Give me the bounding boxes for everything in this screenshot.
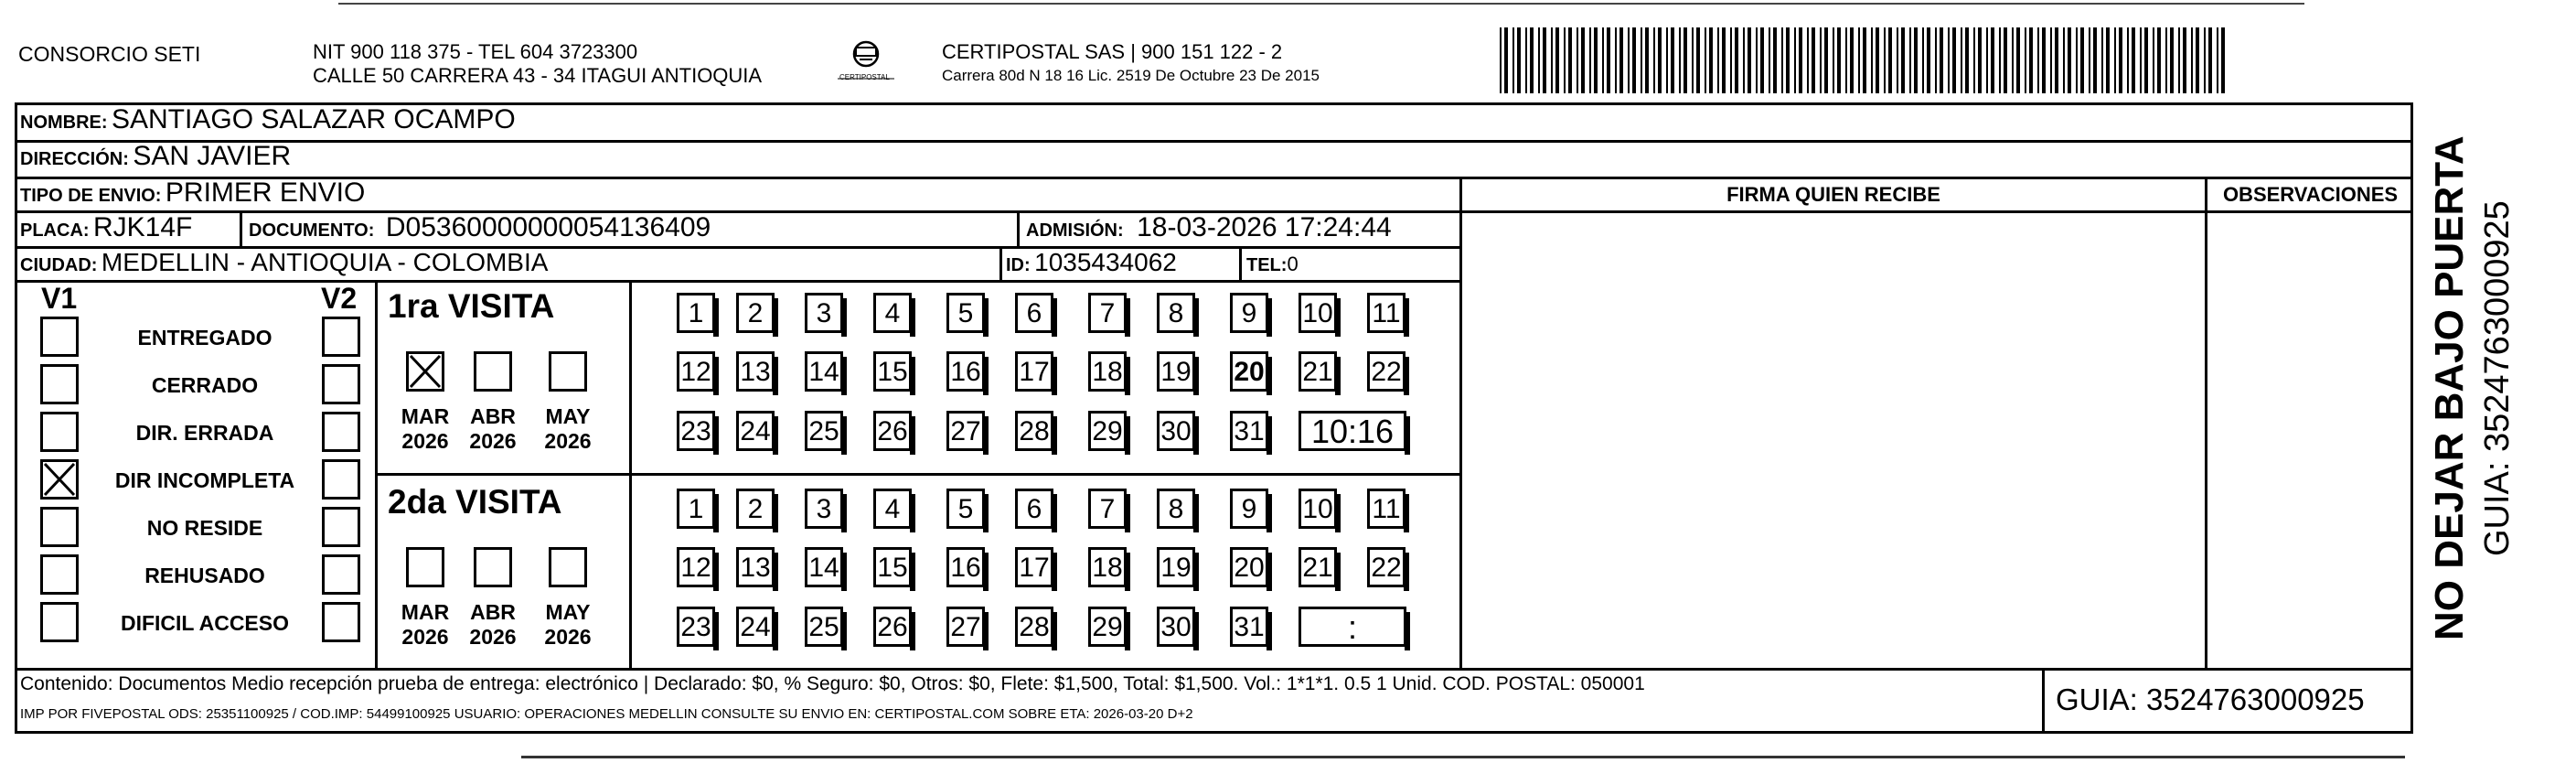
status-v1-checkbox[interactable] xyxy=(40,364,79,404)
barcode-bar xyxy=(1922,27,1924,93)
barcode-bar xyxy=(1909,27,1911,93)
admision-label: ADMISIÓN: xyxy=(1026,220,1124,241)
barcode-bar xyxy=(1914,27,1918,93)
visita2-month-label xyxy=(461,600,525,650)
v1-label: V1 xyxy=(41,282,78,315)
tipo-value: PRIMER ENVIO xyxy=(165,177,366,208)
barcode-bar xyxy=(1824,27,1828,93)
visita2-day-box[interactable]: 2 xyxy=(736,489,775,529)
tipo-label: TIPO DE ENVIO: xyxy=(20,186,162,206)
visita2-day-box[interactable]: 13 xyxy=(736,547,775,587)
barcode-bar xyxy=(2076,27,2078,93)
barcode-bar xyxy=(1683,27,1687,93)
barcode-bar xyxy=(1833,27,1834,93)
barcode-bar xyxy=(1876,27,1879,93)
row-line xyxy=(15,140,2413,143)
barcode-bar xyxy=(1901,27,1905,93)
barcode-bar xyxy=(1730,27,1732,93)
barcode-bar xyxy=(1850,27,1854,93)
logo-text: CERTIPOSTAL xyxy=(839,73,890,81)
row-line xyxy=(15,177,2413,179)
firma-left-divider xyxy=(1459,177,1462,671)
bottom-rule xyxy=(521,756,2405,758)
barcode-bar xyxy=(1500,27,1502,93)
placa-divider xyxy=(240,210,242,246)
barcode-bar xyxy=(1748,27,1751,93)
check-x-icon xyxy=(409,354,442,389)
status-v1-checkbox[interactable] xyxy=(40,507,79,547)
visita1-day-box[interactable]: 7 xyxy=(1088,293,1127,333)
barcode xyxy=(1500,27,2231,93)
barcode-bar xyxy=(1965,27,1969,93)
visita1-day-box[interactable]: 3 xyxy=(805,293,843,333)
barcode-bar xyxy=(2221,27,2225,93)
visita2-month-name: ABR xyxy=(470,600,516,624)
barcode-bar xyxy=(1884,27,1886,93)
barcode-bar xyxy=(1632,27,1636,93)
tel-divider xyxy=(1239,246,1242,280)
barcode-bar xyxy=(1722,27,1726,93)
barcode-bar xyxy=(2080,27,2084,93)
barcode-bar xyxy=(1863,27,1866,93)
visita2-month-label xyxy=(393,600,457,650)
barcode-bar xyxy=(1940,27,1943,93)
visita1-month-name: ABR xyxy=(470,404,516,428)
visita1-day-box[interactable]: 22 xyxy=(1367,351,1406,392)
visita1-day-box[interactable]: 20 xyxy=(1230,351,1268,392)
visita1-month-checkbox[interactable] xyxy=(406,351,444,392)
visita2-day-box[interactable]: 30 xyxy=(1157,607,1195,647)
documento-row xyxy=(249,212,711,243)
barcode-bar xyxy=(1577,27,1578,93)
barcode-bar xyxy=(2016,27,2020,93)
barcode-bar xyxy=(1952,27,1956,93)
visita2-day-box[interactable]: 19 xyxy=(1157,547,1195,587)
visita2-day-box[interactable]: 4 xyxy=(873,489,912,529)
visita1-day-box[interactable]: 28 xyxy=(1015,411,1053,451)
nombre-value: SANTIAGO SALAZAR OCAMPO xyxy=(112,104,516,134)
status-label: REHUSADO xyxy=(144,564,265,587)
barcode-bar xyxy=(2025,27,2026,93)
visita2-day-box[interactable]: 5 xyxy=(946,489,985,529)
barcode-bar xyxy=(1555,27,1559,93)
barcode-bar xyxy=(1517,27,1521,93)
visita2-day-box[interactable]: 10 xyxy=(1299,489,1337,529)
visita1-month-name: MAY xyxy=(545,404,591,428)
barcode-bar xyxy=(2208,27,2212,93)
tel-row xyxy=(1246,253,1299,276)
barcode-bar xyxy=(2191,27,2193,93)
barcode-bar xyxy=(1927,27,1930,93)
barcode-bar xyxy=(2101,27,2103,93)
visita1-month-label xyxy=(393,404,457,454)
visita1-day-box[interactable]: 19 xyxy=(1157,351,1195,392)
visita2-day-box[interactable]: 29 xyxy=(1088,607,1127,647)
visita2-day-box[interactable]: 17 xyxy=(1015,547,1053,587)
barcode-bar xyxy=(1888,27,1892,93)
ciudad-value: MEDELLIN - ANTIOQUIA - COLOMBIA xyxy=(101,248,549,276)
barcode-bar xyxy=(1543,27,1546,93)
barcode-bar xyxy=(1717,27,1719,93)
visita1-day-box[interactable]: 5 xyxy=(946,293,985,333)
barcode-bar xyxy=(1538,27,1540,93)
barcode-bar xyxy=(2183,27,2186,93)
id-divider xyxy=(999,246,1002,280)
barcode-bar xyxy=(1735,27,1738,93)
direccion-value: SAN JAVIER xyxy=(133,141,292,171)
barcode-bar xyxy=(2178,27,2180,93)
status-v1-checkbox[interactable] xyxy=(40,317,79,357)
visita2-title: 2da VISITA xyxy=(388,483,562,521)
documento-value: D05360000000054136409 xyxy=(385,212,711,242)
barcode-bar xyxy=(2106,27,2110,93)
barcode-bar xyxy=(2012,27,2014,93)
status-label: CERRADO xyxy=(151,373,259,397)
barcode-bar xyxy=(1973,27,1975,93)
visita2-month-year: 2026 xyxy=(401,625,449,649)
firma-label: FIRMA QUIEN RECIBE xyxy=(1726,183,1940,206)
visita1-time-box[interactable]: 10:16 xyxy=(1299,411,1406,451)
visita1-day-box[interactable]: 18 xyxy=(1088,351,1127,392)
barcode-bar xyxy=(2037,27,2039,93)
id-label: ID: xyxy=(1006,255,1031,275)
v2-label: V2 xyxy=(321,282,358,315)
barcode-bar xyxy=(1786,27,1790,93)
barcode-bar xyxy=(2153,27,2154,93)
barcode-bar xyxy=(2093,27,2097,93)
status-v1-checkbox[interactable] xyxy=(40,459,79,500)
barcode-bar xyxy=(1871,27,1873,93)
status-label: DIR INCOMPLETA xyxy=(114,468,295,492)
barcode-bar xyxy=(1581,27,1585,93)
observaciones-label: OBSERVACIONES xyxy=(2222,183,2399,206)
visita1-day-box[interactable]: 15 xyxy=(873,351,912,392)
barcode-bar xyxy=(1512,27,1514,93)
visita1-day-box[interactable]: 16 xyxy=(946,351,985,392)
barcode-bar xyxy=(1568,27,1572,93)
barcode-bar xyxy=(1897,27,1898,93)
barcode-bar xyxy=(1602,27,1604,93)
barcode-bar xyxy=(1594,27,1598,93)
barcode-bar xyxy=(2196,27,2199,93)
status-label: DIR. ERRADA xyxy=(135,421,274,445)
barcode-bar xyxy=(2119,27,2122,93)
visita1-month-name: MAR xyxy=(401,404,450,428)
visita1-month-year: 2026 xyxy=(544,429,592,453)
barcode-bar xyxy=(1991,27,1994,93)
barcode-bar xyxy=(1807,27,1809,93)
visita2-day-box[interactable]: 15 xyxy=(873,547,912,587)
visita2-day-box[interactable]: 21 xyxy=(1299,547,1337,587)
visita1-day-box[interactable]: 26 xyxy=(873,411,912,451)
visita1-day-box[interactable]: 29 xyxy=(1088,411,1127,451)
barcode-bar xyxy=(1653,27,1655,93)
visita2-day-box[interactable]: 7 xyxy=(1088,489,1127,529)
visita1-month-label xyxy=(461,404,525,454)
id-value: 1035434062 xyxy=(1034,248,1177,276)
visita1-day-box[interactable]: 6 xyxy=(1015,293,1053,333)
visita1-day-box[interactable]: 27 xyxy=(946,411,985,451)
visita2-day-box[interactable]: 8 xyxy=(1157,489,1195,529)
obs-left-divider xyxy=(2205,177,2207,671)
ciudad-label: CIUDAD: xyxy=(20,255,98,275)
visita1-day-box[interactable]: 30 xyxy=(1157,411,1195,451)
barcode-bar xyxy=(1619,27,1623,93)
barcode-bar xyxy=(1641,27,1642,93)
placa-row xyxy=(20,212,192,243)
visita1-month-label xyxy=(536,404,600,454)
barcode-bar xyxy=(1743,27,1745,93)
barcode-bar xyxy=(2170,27,2174,93)
barcode-bar xyxy=(2217,27,2218,93)
visita2-day-box[interactable]: 20 xyxy=(1230,547,1268,587)
barcode-bar xyxy=(1820,27,1822,93)
barcode-bar xyxy=(1948,27,1950,93)
barcode-bar xyxy=(2144,27,2148,93)
visita2-day-box[interactable]: 14 xyxy=(805,547,843,587)
barcode-bar xyxy=(1504,27,1508,93)
visita2-day-box[interactable]: 22 xyxy=(1367,547,1406,587)
visita1-day-box[interactable]: 2 xyxy=(736,293,775,333)
barcode-bar xyxy=(1794,27,1796,93)
visita1-month-year: 2026 xyxy=(469,429,517,453)
check-x-icon xyxy=(43,462,76,497)
barcode-bar xyxy=(2050,27,2052,93)
id-row xyxy=(1006,248,1177,277)
barcode-bar xyxy=(1696,27,1700,93)
ciudad-row xyxy=(20,248,548,277)
barcode-bar xyxy=(1773,27,1777,93)
visita2-day-box[interactable]: 25 xyxy=(805,607,843,647)
visita2-day-box[interactable]: 3 xyxy=(805,489,843,529)
barcode-bar xyxy=(1812,27,1815,93)
visita2-month-year: 2026 xyxy=(469,625,517,649)
barcode-bar xyxy=(1845,27,1847,93)
visita1-day-box[interactable]: 8 xyxy=(1157,293,1195,333)
visita2-day-box[interactable]: 24 xyxy=(736,607,775,647)
visita2-month-name: MAR xyxy=(401,600,450,624)
barcode-bar xyxy=(2114,27,2116,93)
barcode-bar xyxy=(2063,27,2065,93)
admision-divider xyxy=(1017,210,1020,246)
barcode-bar xyxy=(2157,27,2161,93)
visita1-day-box[interactable]: 12 xyxy=(677,351,715,392)
direccion-row xyxy=(20,141,291,172)
side-guia: GUIA: 3524763000925 xyxy=(2478,200,2517,556)
visita2-day-box[interactable]: 12 xyxy=(677,547,715,587)
placa-value: RJK14F xyxy=(93,212,193,242)
barcode-bar xyxy=(2068,27,2071,93)
barcode-bar xyxy=(2029,27,2033,93)
visita2-day-box[interactable]: 31 xyxy=(1230,607,1268,647)
barcode-bar xyxy=(1658,27,1662,93)
visita2-time-box[interactable]: : xyxy=(1299,607,1406,647)
barcode-bar xyxy=(2127,27,2129,93)
barcode-bar xyxy=(1756,27,1758,93)
visita2-day-box[interactable]: 28 xyxy=(1015,607,1053,647)
barcode-bar xyxy=(1799,27,1802,93)
barcode-bar xyxy=(1986,27,1988,93)
footer-guia-divider xyxy=(2042,668,2045,734)
visita2-month-year: 2026 xyxy=(544,625,592,649)
footer-line1: Contenido: Documentos Medio recepción prueba de entrega: electrónico | Declarado: $0, % Seguro: $0, Otros: $0, Flete: $1,500, Total: $1,500. Vol.: 1*1*1. 0.5 1 Unid. COD. POSTAL: 050001 xyxy=(20,673,1645,694)
status-label: NO RESIDE xyxy=(146,516,263,540)
footer-line2: IMP POR FIVEPOSTAL ODS: 25351100925 / COD.IMP: 54499100925 USUARIO: OPERACIONES MEDELLIN CONSULTE SU ENVIO EN: CERTIPOSTAL.COM SOBRE ETA: 2026-03-20 D+2 xyxy=(20,706,1193,722)
visita1-month-year: 2026 xyxy=(401,429,449,453)
barcode-bar xyxy=(2089,27,2090,93)
barcode-bar xyxy=(2004,27,2007,93)
visita2-day-box[interactable]: 18 xyxy=(1088,547,1127,587)
barcode-bar xyxy=(1645,27,1649,93)
barcode-bar xyxy=(1935,27,1937,93)
visita1-day-box[interactable]: 23 xyxy=(677,411,715,451)
barcode-bar xyxy=(1837,27,1841,93)
barcode-bar xyxy=(1628,27,1630,93)
visita2-day-box[interactable]: 11 xyxy=(1367,489,1406,529)
barcode-bar xyxy=(1530,27,1534,93)
barcode-bar xyxy=(1781,27,1783,93)
visita2-day-box[interactable]: 1 xyxy=(677,489,715,529)
placa-label: PLACA: xyxy=(20,220,90,241)
tipo-row xyxy=(20,177,365,209)
certipostal-line2: Carrera 80d N 18 16 Lic. 2519 De Octubre 23 De 2015 xyxy=(942,67,1320,84)
top-rule xyxy=(338,3,2304,5)
visita1-month-checkbox[interactable] xyxy=(474,351,512,392)
visita2-month-name: MAY xyxy=(545,600,591,624)
address-line: CALLE 50 CARRERA 43 - 34 ITAGUI ANTIOQUIA xyxy=(313,64,763,87)
company-name: CONSORCIO SETI xyxy=(18,42,201,66)
status-label: DIFICIL ACCESO xyxy=(120,611,289,635)
nit-line: NIT 900 118 375 - TEL 604 3723300 xyxy=(313,40,638,63)
barcode-bar xyxy=(1607,27,1610,93)
barcode-bar xyxy=(1769,27,1770,93)
admision-value: 18-03-2026 17:24:44 xyxy=(1137,212,1392,242)
barcode-bar xyxy=(2042,27,2046,93)
documento-label: DOCUMENTO: xyxy=(249,220,375,241)
barcode-bar xyxy=(2140,27,2142,93)
barcode-bar xyxy=(1679,27,1681,93)
visita1-day-box[interactable]: 4 xyxy=(873,293,912,333)
visita1-day-box[interactable]: 21 xyxy=(1299,351,1337,392)
barcode-bar xyxy=(1551,27,1553,93)
certipostal-logo xyxy=(834,38,898,86)
barcode-bar xyxy=(1615,27,1617,93)
visit-separator xyxy=(375,473,1459,476)
barcode-bar xyxy=(1858,27,1860,93)
visita1-day-box[interactable]: 24 xyxy=(736,411,775,451)
visita1-day-box[interactable]: 1 xyxy=(677,293,715,333)
side-main: NO DEJAR BAJO PUERTA xyxy=(2427,135,2472,640)
admision-row xyxy=(1026,212,1392,243)
barcode-bar xyxy=(1666,27,1668,93)
barcode-bar xyxy=(1999,27,2001,93)
status-v1-checkbox[interactable] xyxy=(40,412,79,452)
tel-value: 0 xyxy=(1287,253,1299,275)
barcode-bar xyxy=(1709,27,1713,93)
visita2-day-box[interactable]: 6 xyxy=(1015,489,1053,529)
visita1-day-box[interactable]: 13 xyxy=(736,351,775,392)
visita2-day-box[interactable]: 16 xyxy=(946,547,985,587)
barcode-bar xyxy=(1692,27,1694,93)
visita2-day-box[interactable]: 23 xyxy=(677,607,715,647)
visita2-month-checkbox[interactable] xyxy=(406,547,444,587)
visita1-day-box[interactable]: 10 xyxy=(1299,293,1337,333)
visita1-day-box[interactable]: 9 xyxy=(1230,293,1268,333)
status-v1-checkbox[interactable] xyxy=(40,554,79,595)
visita1-month-checkbox[interactable] xyxy=(549,351,587,392)
barcode-bar xyxy=(1589,27,1591,93)
barcode-bar xyxy=(2204,27,2206,93)
barcode-bar xyxy=(1978,27,1982,93)
visita2-month-checkbox[interactable] xyxy=(474,547,512,587)
footer-top-line xyxy=(15,668,2413,671)
visita2-month-checkbox[interactable] xyxy=(549,547,587,587)
visita2-day-box[interactable]: 27 xyxy=(946,607,985,647)
direccion-label: DIRECCIÓN: xyxy=(20,149,129,169)
row-line xyxy=(15,280,1461,283)
visita1-title: 1ra VISITA xyxy=(388,287,555,325)
visita1-day-box[interactable]: 31 xyxy=(1230,411,1268,451)
firma-header-line xyxy=(1459,210,2413,212)
tel-label: TEL: xyxy=(1246,255,1288,275)
certipostal-line1: CERTIPOSTAL SAS | 900 151 122 - 2 xyxy=(942,40,1283,63)
barcode-bar xyxy=(2165,27,2167,93)
barcode-bar xyxy=(2132,27,2135,93)
barcode-bar xyxy=(1760,27,1764,93)
visita1-day-box[interactable]: 11 xyxy=(1367,293,1406,333)
status-v1-checkbox[interactable] xyxy=(40,602,79,642)
visita1-day-box[interactable]: 14 xyxy=(805,351,843,392)
footer-guia: GUIA: 3524763000925 xyxy=(2056,682,2365,716)
visita1-day-box[interactable]: 25 xyxy=(805,411,843,451)
visita2-day-box[interactable]: 9 xyxy=(1230,489,1268,529)
barcode-bar xyxy=(2055,27,2058,93)
barcode-bar xyxy=(1671,27,1674,93)
visita1-day-box[interactable]: 17 xyxy=(1015,351,1053,392)
barcode-bar xyxy=(1564,27,1566,93)
nombre-row xyxy=(20,104,516,135)
barcode-bar xyxy=(1525,27,1527,93)
barcode-bar xyxy=(1961,27,1962,93)
visita2-day-box[interactable]: 26 xyxy=(873,607,912,647)
visita2-month-label xyxy=(536,600,600,650)
barcode-bar xyxy=(1705,27,1706,93)
nombre-label: NOMBRE: xyxy=(20,113,108,133)
status-label: ENTREGADO xyxy=(137,326,273,349)
